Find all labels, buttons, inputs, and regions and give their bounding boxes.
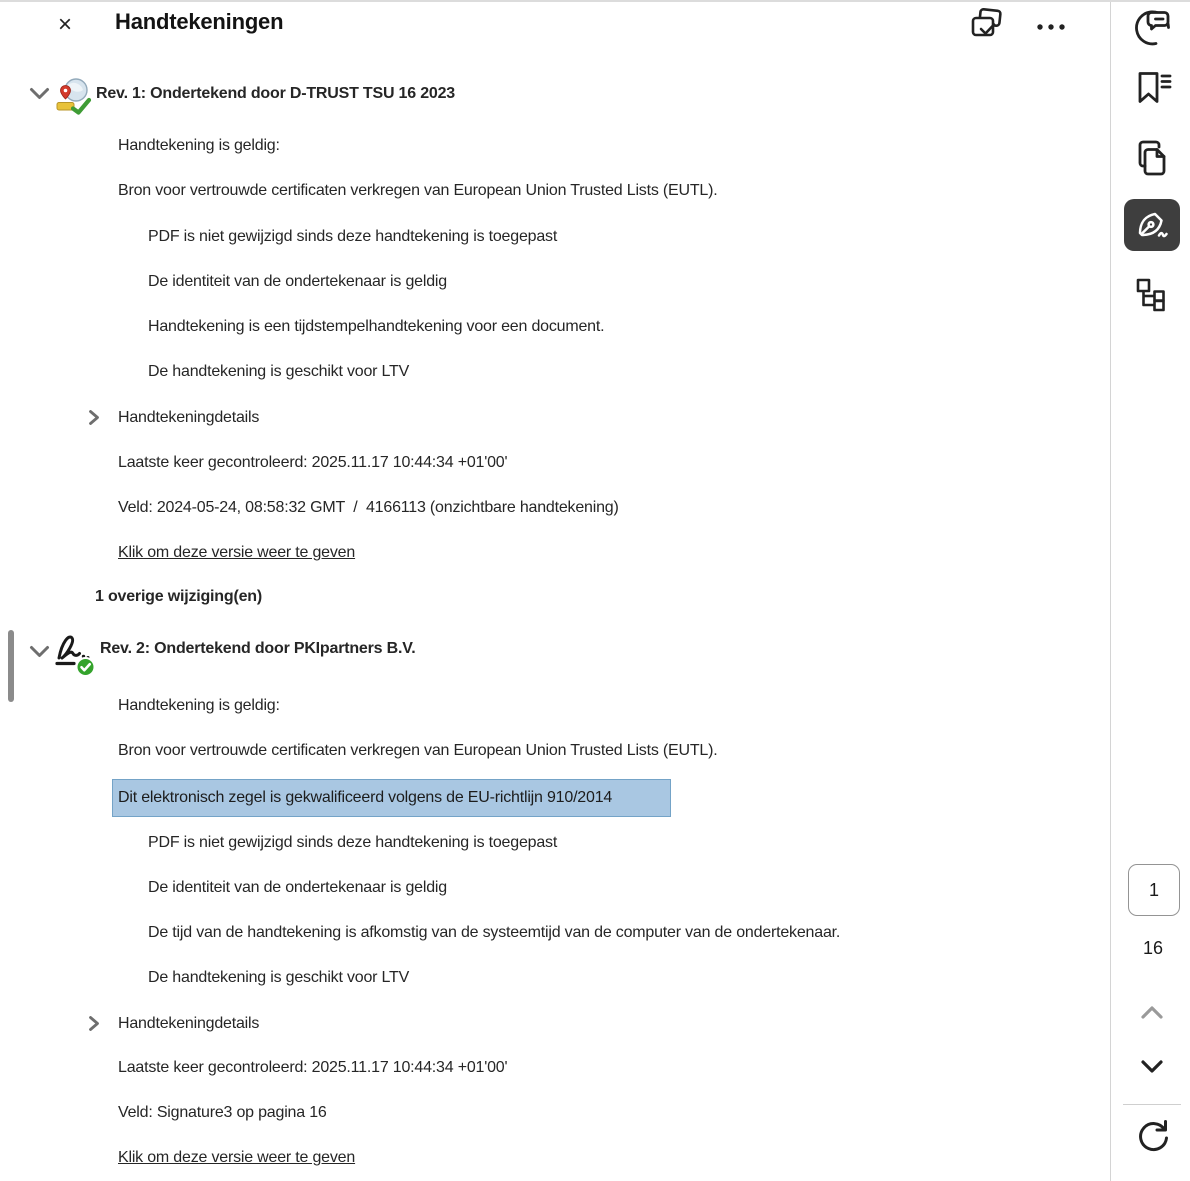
signature-valid-icon bbox=[52, 629, 98, 682]
bookmark-icon bbox=[1132, 69, 1172, 110]
rev2-check-item: PDF is niet gewijzigd sinds deze handtekening is toegepast bbox=[148, 834, 558, 851]
chevron-right-icon bbox=[88, 409, 100, 429]
rev2-title[interactable]: Rev. 2: Ondertekend door PKIpartners B.V. bbox=[100, 640, 416, 657]
total-pages-label: 16 bbox=[1142, 938, 1164, 958]
next-page-button[interactable] bbox=[1137, 1056, 1167, 1080]
chevron-right-icon bbox=[88, 1015, 100, 1035]
rev1-check-item: Handtekening is een tijdstempelhandtekening voor een document. bbox=[148, 318, 605, 335]
timestamp-signature-icon bbox=[54, 76, 92, 121]
validate-all-signatures-button[interactable] bbox=[966, 7, 1008, 47]
rev1-field: Veld: 2024-05-24, 08:58:32 GMT / 4166113 (onzichtbare handtekening) bbox=[118, 499, 619, 516]
rail-divider bbox=[1123, 1104, 1181, 1105]
rev2-details-label[interactable]: Handtekeningdetails bbox=[118, 1015, 260, 1032]
panel-scroll-indicator[interactable] bbox=[8, 630, 14, 702]
rev2-last-checked: Laatste keer gecontroleerd: 2025.11.17 10:44:34 +01'00' bbox=[118, 1059, 508, 1076]
rev2-status: Handtekening is geldig: bbox=[118, 697, 280, 714]
rev1-collapse-chevron[interactable] bbox=[27, 86, 51, 104]
rev2-check-item: De tijd van de handtekening is afkomstig van de systeemtijd van de computer van de ondertekenaar. bbox=[148, 924, 841, 941]
comments-tool-button[interactable] bbox=[1127, 5, 1175, 51]
previous-page-button[interactable] bbox=[1137, 1002, 1167, 1026]
rev1-last-checked: Laatste keer gecontroleerd: 2025.11.17 10:44:34 +01'00' bbox=[118, 454, 508, 471]
rev2-check-item: De identiteit van de ondertekenaar is geldig bbox=[148, 879, 447, 896]
validate-all-signatures-icon bbox=[968, 7, 1006, 47]
rev2-show-version-link[interactable]: Klik om deze versie weer te geven bbox=[118, 1149, 356, 1166]
page-thumbnails-tool-button[interactable] bbox=[1131, 138, 1173, 180]
rev1-details-label[interactable]: Handtekeningdetails bbox=[118, 409, 260, 426]
rev2-details-chevron[interactable] bbox=[87, 1016, 101, 1034]
ellipsis-icon bbox=[1035, 19, 1067, 34]
rev1-status: Handtekening is geldig: bbox=[118, 137, 280, 154]
rev1-check-item: De handtekening is geschikt voor LTV bbox=[148, 363, 410, 380]
rev1-title[interactable]: Rev. 1: Ondertekend door D-TRUST TSU 16 2023 bbox=[96, 85, 455, 102]
rev1-show-version-link[interactable]: Klik om deze versie weer te geven bbox=[118, 544, 356, 561]
rev1-source: Bron voor vertrouwde certificaten verkregen van European Union Trusted Lists (EUTL). bbox=[118, 182, 718, 199]
chevron-down-icon bbox=[29, 645, 50, 661]
chevron-up-icon bbox=[1140, 1005, 1164, 1023]
more-options-button[interactable] bbox=[1032, 10, 1070, 42]
rev1-details-chevron[interactable] bbox=[87, 410, 101, 428]
other-changes-label[interactable]: 1 overige wijziging(en) bbox=[95, 588, 262, 605]
signatures-tool-button-selected[interactable] bbox=[1124, 199, 1180, 251]
comment-icon bbox=[1129, 5, 1173, 52]
rev1-check-item: PDF is niet gewijzigd sinds deze handtekening is toegepast bbox=[148, 228, 558, 245]
tools-rail bbox=[1110, 2, 1190, 1181]
chevron-down-icon bbox=[29, 87, 50, 103]
order-tree-tool-button[interactable] bbox=[1131, 274, 1173, 316]
refresh-icon bbox=[1135, 1117, 1171, 1158]
panel-title: Handtekeningen bbox=[115, 9, 284, 34]
rev1-check-item: De identiteit van de ondertekenaar is geldig bbox=[148, 273, 447, 290]
rev2-check-item: De handtekening is geschikt voor LTV bbox=[148, 969, 410, 986]
rev2-collapse-chevron[interactable] bbox=[27, 644, 51, 662]
signature-pen-icon bbox=[1132, 206, 1172, 245]
tree-structure-icon bbox=[1133, 275, 1171, 316]
rev2-source: Bron voor vertrouwde certificaten verkregen van European Union Trusted Lists (EUTL). bbox=[118, 742, 718, 759]
page-number-input[interactable]: 1 bbox=[1128, 864, 1180, 916]
bookmarks-tool-button[interactable] bbox=[1131, 68, 1173, 110]
rev2-field: Veld: Signature3 op pagina 16 bbox=[118, 1104, 327, 1121]
chevron-down-icon bbox=[1140, 1059, 1164, 1077]
rev2-qualified-seal-highlighted[interactable]: Dit elektronisch zegel is gekwalificeerd volgens de EU-richtlijn 910/2014 bbox=[112, 779, 671, 817]
pages-icon bbox=[1132, 138, 1172, 181]
close-panel-button[interactable]: × bbox=[50, 10, 80, 40]
refresh-button[interactable] bbox=[1133, 1116, 1173, 1158]
